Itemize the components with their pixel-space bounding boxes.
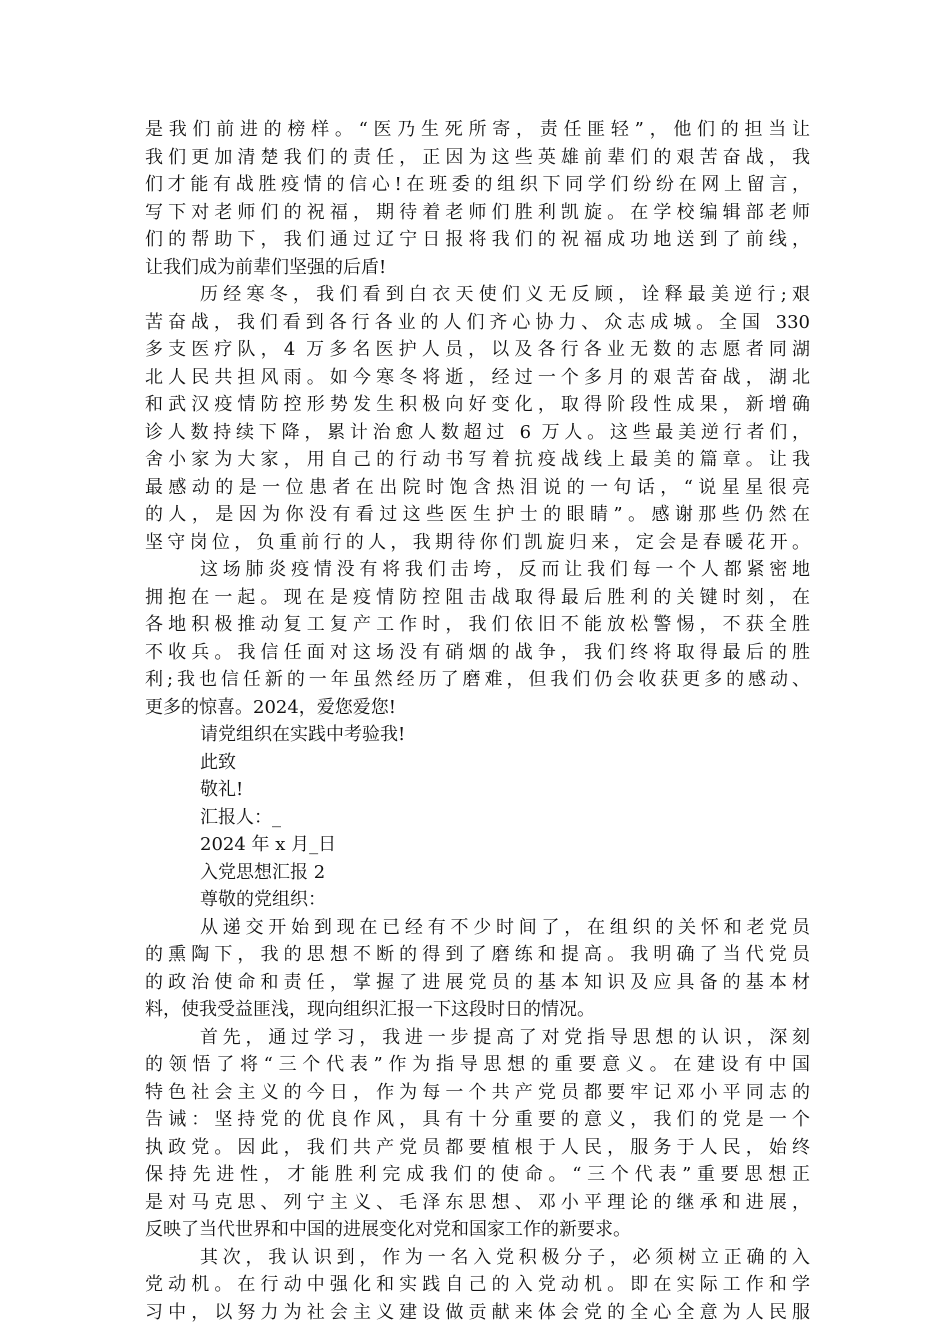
text-line: 入党思想汇报 2: [200, 861, 326, 883]
text-line: 2024 年 x 月_日: [200, 834, 337, 855]
text-line: 是我们前进的榜样。“医乃生死所寄，责任匪轻”，他们的担当让: [145, 119, 810, 140]
text-line: 的领悟了将“三个代表”作为指导思想的重要意义。在建设有中国: [145, 1054, 810, 1075]
text-line: 的人，是因为你没有看过这些医生护士的眼睛”。感谢那些仍然在: [145, 504, 810, 525]
text-line: 特色社会主义的今日，作为每一个共产党员都要牢记邓小平同志的: [145, 1081, 810, 1103]
text-line: 拥抱在一起。现在是疫情防控阻击战取得最后胜利的关键时刻，在: [145, 586, 810, 608]
text-line: 利;我也信任新的一年虽然经历了磨难，但我们仍会收获更多的感动、: [145, 669, 810, 690]
text-line: 舍小家为大家，用自己的行动书写着抗疫战线上最美的篇章。让我: [145, 449, 810, 470]
text-line: 反映了当代世界和中国的进展变化对党和国家工作的新要求。: [145, 1219, 631, 1240]
text-line: 首先，通过学习，我进一步提高了对党指导思想的认识，深刻: [200, 1026, 810, 1048]
text-line: 料，使我受益匪浅，现向组织汇报一下这段时日的情况。: [145, 999, 595, 1020]
text-line: 从递交开始到现在已经有不少时间了，在组织的关怀和老党员: [200, 916, 810, 938]
text-line: 不收兵。我信任面对这场没有硝烟的战争，我们终将取得最后的胜: [145, 641, 810, 663]
text-line: 的熏陶下，我的思想不断的得到了磨练和提高。我明确了当代党员: [145, 944, 810, 965]
text-line: 历经寒冬，我们看到白衣天使们义无反顾，诠释最美逆行;艰: [200, 284, 810, 305]
text-line: 多支医疗队，4 万多名医护人员，以及各行各业无数的志愿者同湖: [145, 339, 810, 360]
text-line: 是对马克思、列宁主义、毛泽东思想、邓小平理论的继承和进展，: [145, 1191, 810, 1213]
text-line: 汇报人：_: [200, 806, 281, 828]
text-line: 的政治使命和责任，掌握了进展党员的基本知识及应具备的基本材: [145, 971, 810, 993]
text-line: 苦奋战，我们看到各行各业的人们齐心协力、众志成城。全国 330: [145, 311, 810, 333]
text-line: 更多的惊喜。2024，爱您爱您!: [145, 696, 397, 718]
text-line: 让我们成为前辈们坚强的后盾!: [145, 256, 387, 278]
text-line: 其次，我认识到，作为一名入党积极分子，必须树立正确的入: [200, 1246, 810, 1268]
text-line: 写下对老师们的祝福，期待着老师们胜利凯旋。在学校编辑部老师: [145, 201, 810, 223]
text-line: 北人民共担风雨。如今寒冬将逝，经过一个多月的艰苦奋战，湖北: [145, 366, 810, 388]
text-line: 们的帮助下，我们通过辽宁日报将我们的祝福成功地送到了前线，: [145, 229, 810, 250]
document-page: [145, 116, 810, 1326]
text-line: 敬礼!: [200, 779, 244, 800]
text-line: 坚守岗位，负重前行的人，我期待你们凯旋归来，定会是春暖花开。: [145, 531, 810, 553]
text-line: 保持先进性，才能胜利完成我们的使命。“三个代表”重要思想正: [145, 1164, 810, 1185]
text-line: 这场肺炎疫情没有将我们击垮，反而让我们每一个人都紧密地: [200, 559, 810, 580]
text-line: 习中，以努力为社会主义建设做贡献来体会党的全心全意为人民服: [145, 1301, 810, 1323]
text-line: 们才能有战胜疫情的信心!在班委的组织下同学们纷纷在网上留言，: [145, 174, 810, 195]
text-line: 告诫：坚持党的优良作风，具有十分重要的意义，我们的党是一个: [145, 1109, 810, 1130]
text-line: 请党组织在实践中考验我!: [200, 724, 406, 745]
text-line: 党动机。在行动中强化和实践自己的入党动机。即在实际工作和学: [145, 1274, 810, 1295]
text-line: 诊人数持续下降，累计治愈人数超过 6 万人。这些最美逆行者们，: [145, 421, 810, 443]
text-line: 执政党。因此，我们共产党员都要植根于人民，服务于人民，始终: [145, 1136, 810, 1158]
text-line: 我们更加清楚我们的责任，正因为这些英雄前辈们的艰苦奋战，我: [145, 146, 810, 168]
text-line: 尊敬的党组织：: [200, 889, 326, 910]
text-line: 此致: [200, 751, 236, 773]
text-line: 各地积极推动复工复产工作时，我们依旧不能放松警惕，不获全胜: [145, 614, 810, 635]
text-line: 最感动的是一位患者在出院时饱含热泪说的一句话，“说星星很亮: [145, 476, 810, 498]
text-line: 和武汉疫情防控形势发生积极向好变化，取得阶段性成果，新增确: [145, 394, 810, 415]
